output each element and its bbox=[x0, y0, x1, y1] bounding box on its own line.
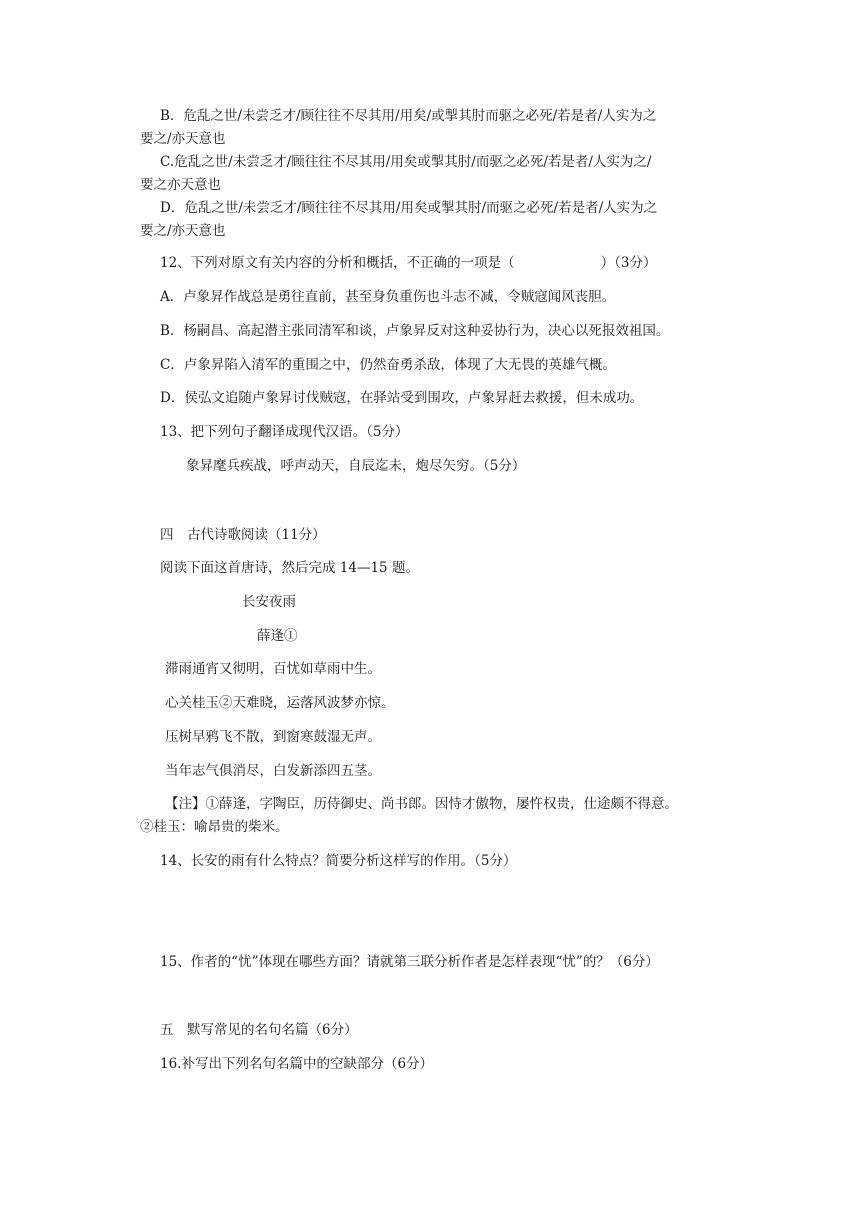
q16-stem: 16.补写出下列名句名篇中的空缺部分（6分） bbox=[160, 1056, 434, 1072]
q11-option-b-line2: 要之/亦天意也 bbox=[140, 131, 226, 147]
q11-option-c-line1: C.危乱之世/未尝乏才/顾往往不尽其用/用矣或掣其肘/而驱之必死/若是者/人实为之/ bbox=[160, 154, 652, 170]
q13-stem: 13、把下列句子翻译成现代汉语。（5分） bbox=[160, 424, 409, 440]
q12-stem-score: ）（3分） bbox=[600, 255, 657, 271]
q12-stem bbox=[160, 254, 657, 272]
poem-title: 长安夜雨 bbox=[242, 594, 296, 610]
q11-option-c-line2: 要之亦天意也 bbox=[140, 177, 221, 193]
q11-option-d-line1: D．危乱之世/未尝乏才/顾往往不尽其用/用矣或掣其肘/而驱之必死/若是者/人实为之 bbox=[160, 200, 658, 216]
q12-stem-text: 12、下列对原文有关内容的分析和概括，不正确的一项是（ bbox=[160, 255, 515, 271]
q13-sentence: 象昇麾兵疾战，呼声动天，自辰迄未，炮尽矢穷。（5分） bbox=[186, 458, 526, 474]
q14-stem: 14、长安的雨有什么特点？简要分析这样写的作用。（5分） bbox=[160, 853, 517, 869]
q12-option-a: A．卢象昇作战总是勇往直前，甚至身负重伤也斗志不减，令贼寇闻风丧胆。 bbox=[160, 289, 616, 305]
q11-option-d-line2: 要之/亦天意也 bbox=[140, 223, 226, 239]
poem-note-line1: 【注】①薛逢，字陶臣，历侍御史、尚书郎。因恃才傲物，屡忤权贵，仕途颇不得意。 bbox=[165, 796, 678, 812]
poem-note-line2: ②桂玉：喻昂贵的柴米。 bbox=[140, 819, 289, 835]
section4-intro: 阅读下面这首唐诗，然后完成 14—15 题。 bbox=[160, 560, 419, 576]
poem-author: 薛逢① bbox=[257, 628, 298, 644]
poem-line: 压树早鸦飞不散，到窗寒鼓湿无声。 bbox=[165, 729, 381, 745]
poem-line: 滞雨通宵又彻明，百忧如草雨中生。 bbox=[165, 661, 381, 677]
q12-option-b: B．杨嗣昌、高起潜主张同清军和谈，卢象昇反对这种妥协行为，决心以死报效祖国。 bbox=[160, 323, 670, 339]
q12-option-d: D．侯弘文追随卢象昇讨伐贼寇，在驿站受到围攻，卢象昇赶去救援，但未成功。 bbox=[160, 390, 644, 406]
section5-heading: 五 默写常见的名句名篇（6分） bbox=[160, 1022, 358, 1038]
section4-heading: 四 古代诗歌阅读（11分） bbox=[160, 527, 326, 543]
poem-line: 当年志气俱消尽，白发新添四五茎。 bbox=[165, 763, 381, 779]
poem-line: 心关桂玉②天难晓，运落风波梦亦惊。 bbox=[165, 695, 395, 711]
q12-option-c: C．卢象昇陷入清军的重围之中，仍然奋勇杀敌，体现了大无畏的英雄气概。 bbox=[160, 357, 616, 373]
q15-stem: 15、作者的“忧”体现在哪些方面？请就第三联分析作者是怎样表现“忧”的？（6分） bbox=[160, 954, 659, 970]
q11-option-b-line1: B．危乱之世/未尝乏才/顾往往不尽其用/用矣/或掣其肘而驱之必死/若是者/人实为之 bbox=[160, 108, 657, 124]
